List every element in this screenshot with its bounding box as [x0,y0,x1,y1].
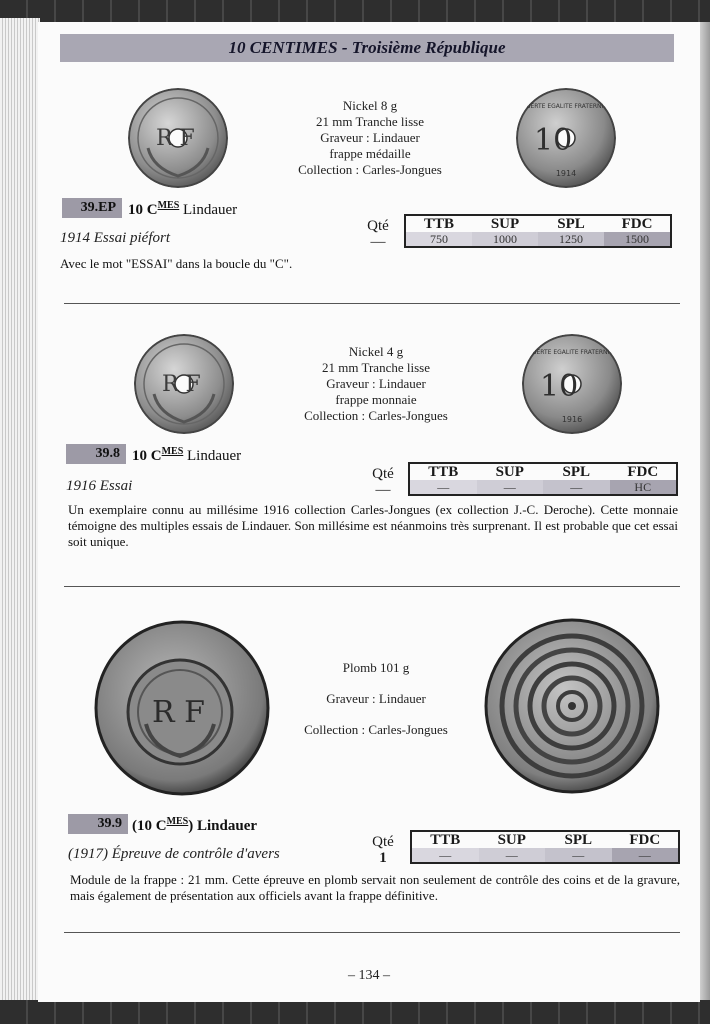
section-divider [64,586,680,587]
grade-head-sup: SUP [497,832,526,848]
title-suffix: Lindauer [183,448,242,464]
coin-reverse-image [522,334,622,434]
coin-obverse-39ep [128,88,228,188]
coin-lead-proof-reverse [484,618,660,794]
grade-value-spl: — [545,848,612,862]
title-prefix: 10 C [128,202,158,218]
ref-number-39ep: 39.EP [62,198,122,218]
coin-reverse-image [484,618,660,794]
coin-title-39-8 [132,442,241,466]
title-suffix: ) Lindauer [188,818,258,834]
grade-head-ttb: TTB [430,832,461,848]
qte-label: Qté [367,218,389,234]
grade-head-ttb: TTB [428,464,459,480]
section-divider [64,303,680,304]
grade-value-sup: — [477,480,544,494]
spec-strike: frappe médaille [329,146,411,161]
coin-letters: R F [162,372,201,397]
coin-reverse-image [516,88,616,188]
coin-letters: R F [156,126,195,151]
coin-obverse-image [134,334,234,434]
spec-metal: Nickel 8 g [342,98,398,113]
specs-39-8 [276,344,476,424]
grade-value-fdc: 1500 [604,232,670,246]
qte-value: — [375,482,391,498]
qte-value: — [370,234,386,250]
coin-subtitle-39-8: 1916 Essai [66,478,133,494]
grade-value-ttb: 750 [406,232,472,246]
coin-obverse-39-8 [134,334,234,434]
qte-label: Qté [372,834,394,850]
qte-label: Qté [372,466,394,482]
qte-39ep [363,218,393,250]
spec-engraver: Graveur : Lindauer [326,691,426,706]
coin-letters: R F [152,695,205,730]
description-39-9: Module de la frappe : 21 mm. Cette épreuve en plomb servait non seulement de contrôle des coins et de la gravure, mais également de présentation aux officiels avant la frappe définitive. [70,872,680,903]
coin-year: 1916 [561,415,583,424]
spec-metal: Plomb 101 g [342,660,410,675]
title-sup: MES [157,200,180,211]
title-prefix: (10 C [132,818,167,834]
qte-39-9 [368,834,398,866]
coin-year: 1914 [555,169,577,178]
description-39-8: Un exemplaire connu au millésime 1916 collection Carles-Jongues (ex collection J.-C. Deroche). Cette monnaie témoigne des multiples essais de Lindauer. Son millésime est néanmoins très surprenant. Il est probable que cet essai soit unique. [68,502,678,549]
grade-table-39-8 [408,462,678,496]
grade-table-39-9 [410,830,680,864]
spec-metal: Nickel 4 g [348,344,404,359]
scan-border-bottom [0,1000,710,1024]
coin-reverse-39-8 [522,334,622,434]
grade-value-ttb: — [412,848,479,862]
spec-strike: frappe monnaie [335,392,417,407]
coin-title-39-9 [132,812,257,836]
grade-table-39ep [404,214,672,248]
coin-subtitle-39-9: (1917) Épreuve de contrôle d'avers [68,846,280,862]
grade-value-sup: 1000 [472,232,538,246]
spec-diameter: 21 mm Tranche lisse [316,114,424,129]
spec-collection: Collection : Carles-Jongues [304,408,448,423]
page-number: – 134 – [348,968,390,983]
grade-head-spl: SPL [564,832,592,848]
grade-value-sup: — [479,848,546,862]
coin-title-39ep [128,196,237,220]
qte-value: 1 [379,850,387,866]
spec-collection: Collection : Carles-Jongues [304,722,448,737]
title-suffix: Lindauer [179,202,238,218]
coin-lead-proof-obverse [94,620,270,796]
spec-engraver: Graveur : Lindauer [320,130,420,145]
coin-denomination: 10 [534,123,573,158]
grade-head-fdc: FDC [627,464,659,480]
grade-value-fdc: HC [610,480,677,494]
grade-head-fdc: FDC [629,832,661,848]
page-header: 10 CENTIMES - Troisième République [60,34,674,62]
coin-obverse-image [128,88,228,188]
section-divider [64,932,680,933]
grade-head-fdc: FDC [621,216,653,232]
grade-head-spl: SPL [562,464,590,480]
coin-obverse-image [94,620,270,796]
grade-head-sup: SUP [490,216,520,232]
coin-legend: LIBERTE EGALITE FRATERNITE [527,349,617,356]
ref-number-39-8: 39.8 [66,444,126,464]
title-sup: MES [166,816,189,827]
spec-diameter: 21 mm Tranche lisse [322,360,430,375]
grade-head-sup: SUP [495,464,524,480]
scan-border-top [0,0,710,22]
grade-value-spl: 1250 [538,232,604,246]
coin-denomination: 10 [540,369,579,404]
spec-collection: Collection : Carles-Jongues [298,162,442,177]
grade-value-spl: — [543,480,610,494]
ref-number-39-9: 39.9 [68,814,128,834]
coin-legend: LIBERTE EGALITE FRATERNITE [521,103,611,110]
spec-engraver: Graveur : Lindauer [326,376,426,391]
description-39ep: Avec le mot "ESSAI" dans la boucle du "C". [60,256,293,271]
coin-subtitle-39ep: 1914 Essai piéfort [60,230,171,246]
title-prefix: 10 C [132,448,162,464]
grade-value-ttb: — [410,480,477,494]
grade-value-fdc: — [612,848,679,862]
qte-39-8 [368,466,398,498]
grade-head-ttb: TTB [423,216,454,232]
specs-39-9 [276,652,476,745]
grade-head-spl: SPL [557,216,585,232]
coin-reverse-39ep [516,88,616,188]
catalog-page [38,22,700,1002]
book-page-edges [0,18,40,1008]
title-sup: MES [161,446,184,457]
specs-39ep [270,98,470,178]
